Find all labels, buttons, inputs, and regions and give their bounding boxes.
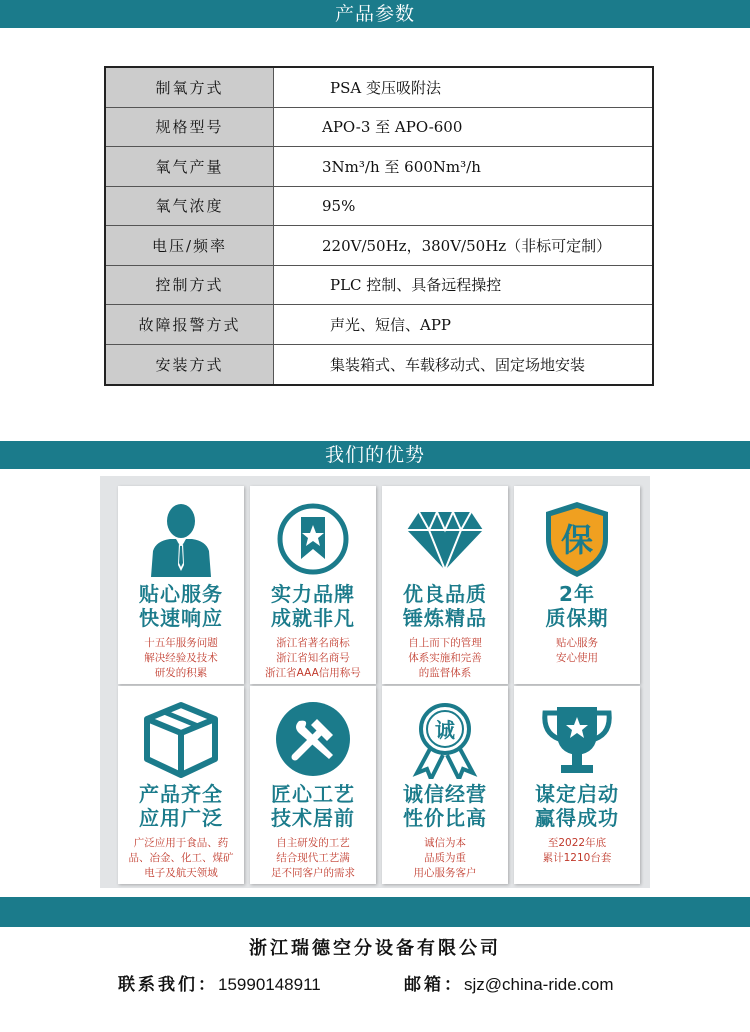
advantage-desc [122,636,240,681]
email-label: 邮箱： [404,975,464,995]
advantage-card [514,686,640,884]
spec-row [106,305,652,345]
advantage-title [250,582,376,630]
advantage-title-line: 质保期 [545,606,609,630]
advantage-title-line: 2年 [559,582,595,606]
spec-row [106,147,652,187]
advantage-desc-line: 安心使用 [556,652,598,664]
advantage-title-line: 诚信经营 [403,782,487,806]
spec-value: APO-3 至 APO-600 [322,118,463,137]
advantage-title-line: 成就非凡 [271,606,355,630]
spec-label: 制氧方式 [106,68,274,107]
advantage-desc-line: 用心服务客户 [413,867,477,879]
advantage-title-line: 赢得成功 [535,806,619,830]
advantage-title [514,582,640,630]
advantage-card [514,486,640,684]
spec-label: 安装方式 [106,345,274,385]
advantage-title-line: 性价比高 [403,806,487,830]
params-section-banner [0,0,750,28]
email-address[interactable]: sjz@china-ride.com [464,975,614,994]
advantage-desc [386,636,504,681]
advantage-title-line: 谋定启动 [535,782,619,806]
footer-banner [0,897,750,927]
advantage-title [250,782,376,830]
advantage-title-line: 快速响应 [139,606,223,630]
guarantee-shield-text: 保 [560,521,594,559]
spec-row [106,345,652,385]
advantage-desc-line: 累计1210台套 [542,852,612,864]
trophy-icon [514,696,640,782]
advantage-desc-line: 体系实施和完善 [408,652,482,664]
advantage-title [514,782,640,830]
advantage-desc [254,636,372,681]
advantage-desc-line: 诚信为本 [424,837,466,849]
advantage-title [382,782,508,830]
advantage-desc [518,836,636,866]
advantage-desc-line: 贴心服务 [556,637,598,649]
award-star-icon [250,496,376,582]
advantage-desc-line: 解决经验及技术 [144,652,218,664]
spec-value: 220V/50Hz，380V/50Hz（非标可定制） [322,236,612,255]
advantage-title [382,582,508,630]
spec-table [104,66,654,386]
integrity-medal-text: 诚 [435,718,455,742]
spec-label: 控制方式 [106,266,274,305]
advantage-title-line: 产品齐全 [139,782,223,806]
advantage-desc [254,836,372,881]
spec-value: PLC 控制、具备远程操控 [330,276,502,295]
params-section-title: 产品参数 [334,3,415,25]
advantage-card [118,686,244,884]
spec-row [106,187,652,227]
advantage-desc [386,836,504,881]
phone-label: 联系我们： [118,975,218,995]
advantage-desc-line: 的监督体系 [418,667,472,679]
advantage-title-line: 匠心工艺 [271,782,355,806]
advantage-desc-line: 结合现代工艺满 [276,852,350,864]
contact-phone [118,970,321,995]
advantage-desc-line: 浙江省著名商标 [276,637,350,649]
advantage-desc-line: 自上而下的管理 [408,637,482,649]
advantage-desc-line: 自主研发的工艺 [276,837,350,849]
diamond-icon [382,496,508,582]
advantage-desc-line: 电子及航天领域 [144,867,218,879]
spec-value: PSA 变压吸附法 [330,78,441,97]
spec-label: 电压/频率 [106,226,274,265]
businessman-icon [118,496,244,582]
advantage-title-line: 应用广泛 [139,806,223,830]
tools-icon [250,696,376,782]
box-icon [118,696,244,782]
advantage-title [118,782,244,830]
advantage-title-line: 实力品牌 [271,582,355,606]
advantage-desc-line: 浙江省知名商号 [276,652,350,664]
advantage-desc-line: 十五年服务问题 [144,637,218,649]
advantage-card [382,486,508,684]
advantage-title-line: 贴心服务 [139,582,223,606]
advantage-desc-line: 至2022年底 [547,837,607,849]
advantage-desc-line: 足不同客户的需求 [271,867,355,879]
advantage-title-line: 优良品质 [403,582,487,606]
contact-email [404,970,614,995]
spec-label: 故障报警方式 [106,305,274,344]
phone-number[interactable]: 15990148911 [218,975,321,994]
spec-value: 3Nm³/h 至 600Nm³/h [322,157,481,176]
spec-row [106,266,652,306]
spec-label: 氧气浓度 [106,187,274,226]
advantage-desc [122,836,240,881]
spec-row [106,68,652,108]
guarantee-shield-icon [514,496,640,582]
integrity-medal-icon [382,696,508,782]
company-name: 浙江瑞德空分设备有限公司 [249,938,501,959]
advantages-section-banner [0,441,750,469]
advantages-grid [100,476,650,888]
spec-row [106,226,652,266]
spec-label: 氧气产量 [106,147,274,186]
spec-value: 95% [322,196,356,215]
advantage-desc-line: 品、冶金、化工、煤矿 [128,852,234,864]
spec-value: 集装箱式、车载移动式、固定场地安装 [330,355,586,374]
advantage-title-line: 锤炼精品 [403,606,487,630]
advantage-desc [518,636,636,666]
advantage-title-line: 技术居前 [271,806,355,830]
advantage-card [118,486,244,684]
advantage-card [250,486,376,684]
advantage-title [118,582,244,630]
advantage-desc-line: 浙江省AAA信用称号 [265,667,361,679]
contact-line [0,970,750,994]
spec-value: 声光、短信、APP [330,315,452,334]
advantage-desc-line: 品质为重 [424,852,466,864]
advantage-desc-line: 研发的积累 [154,667,208,679]
advantage-card [382,686,508,884]
spec-label: 规格型号 [106,108,274,147]
advantage-card [250,686,376,884]
spec-row [106,108,652,148]
advantage-desc-line: 广泛应用于食品、药 [133,837,229,849]
advantages-section-title: 我们的优势 [324,444,425,466]
